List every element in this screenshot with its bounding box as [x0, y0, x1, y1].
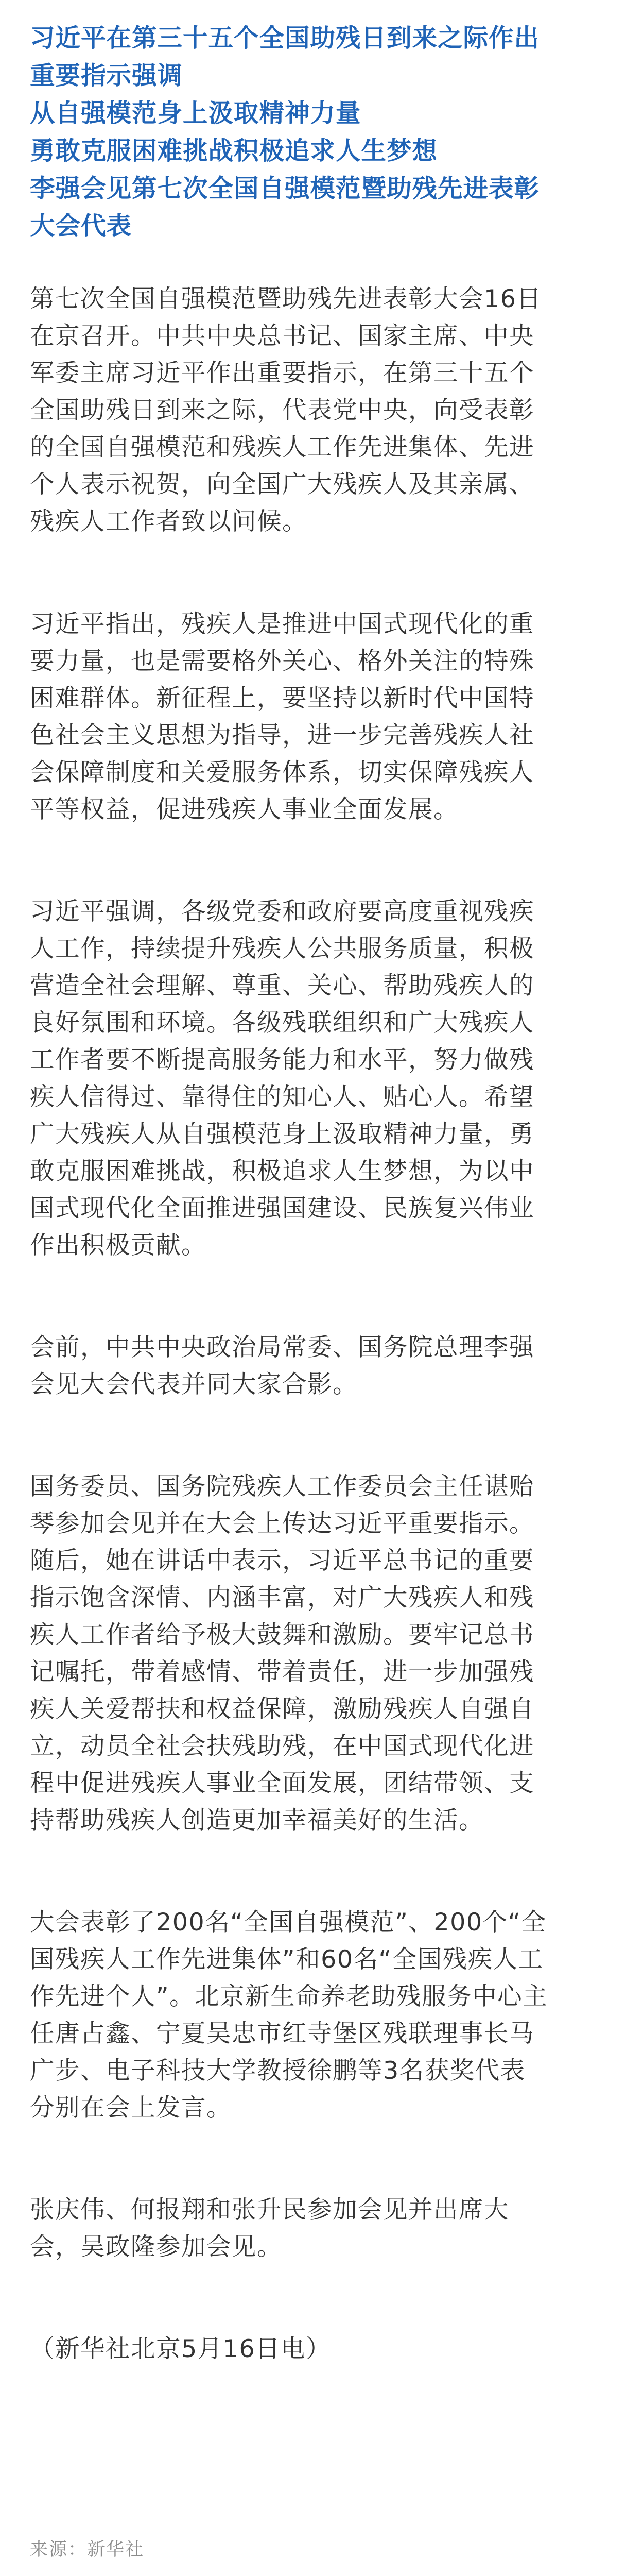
- headline-line: 习近平在第三十五个全国助残日到来之际作出: [30, 24, 540, 53]
- headline-line: 从自强模范身上汲取精神力量: [30, 99, 361, 128]
- text-line: 大会表彰了200名“全国自强模范”、200个“全: [30, 1908, 547, 1937]
- text-line: 会见大会代表并同大家合影。: [30, 1370, 358, 1399]
- text-line: 良好氛围和环境。各级残联组织和广大残疾人: [30, 1009, 534, 1037]
- text-line: 作先进个人”。北京新生命养老助残服务中心主: [30, 1982, 548, 2011]
- text-line: 程中促进残疾人事业全面发展，团结带领、支: [30, 1769, 534, 1798]
- paragraph-attendees: [30, 2192, 609, 2266]
- text-line: 工作者要不断提高服务能力和水平，努力做残: [30, 1046, 534, 1074]
- paragraph-awards: [30, 1904, 609, 2127]
- text-line: 会，吴政隆参加会见。: [30, 2233, 282, 2261]
- text-line: 琴参加会见并在大会上传达习近平重要指示。: [30, 1510, 534, 1538]
- text-line: 会保障制度和关爱服务体系，切实保障残疾人: [30, 758, 534, 787]
- text-line: 人工作，持续提升残疾人公共服务质量，积极: [30, 935, 534, 963]
- text-line: 平等权益，促进残疾人事业全面发展。: [30, 795, 459, 824]
- headline-block: [30, 20, 601, 245]
- text-line: 立，动员全社会扶残助残，在中国式现代化进: [30, 1732, 534, 1760]
- text-line: 指示饱含深情、内涵丰富，对广大残疾人和残: [30, 1584, 534, 1612]
- paragraph-li-qiang: [30, 1329, 609, 1403]
- paragraph-shen-yiqin: [30, 1468, 609, 1839]
- text-line: 习近平指出，残疾人是推进中国式现代化的重: [30, 610, 534, 638]
- headline-line: 勇敢克服困难挑战积极追求人生梦想: [30, 137, 438, 165]
- headline-line: 大会代表: [30, 212, 132, 241]
- text-line: 色社会主义思想为指导，进一步完善残疾人社: [30, 721, 534, 750]
- headline-line: 重要指示强调: [30, 61, 183, 90]
- text-line: 记嘱托，带着感情、带着责任，进一步加强残: [30, 1658, 534, 1686]
- text-line: 广步、电子科技大学教授徐鹏等3名获奖代表: [30, 2057, 526, 2085]
- headline-line: 李强会见第七次全国自强模范暨助残先进表彰: [30, 174, 540, 203]
- dateline: （新华社北京5月16日电）: [30, 2335, 332, 2363]
- text-line: 持帮助残疾人创造更加幸福美好的生活。: [30, 1806, 484, 1835]
- text-line: 疾人信得过、靠得住的知心人、贴心人。希望: [30, 1083, 534, 1111]
- text-line: 疾人工作者给予极大鼓舞和激励。要牢记总书: [30, 1621, 534, 1649]
- paragraph-dateline: [30, 2331, 609, 2368]
- text-line: 习近平强调，各级党委和政府要高度重视残疾: [30, 897, 534, 926]
- text-line: 个人表示祝贺，向全国广大残疾人及其亲属、: [30, 470, 534, 499]
- text-line: 要力量，也是需要格外关心、格外关注的特殊: [30, 647, 534, 675]
- text-line: 的全国自强模范和残疾人工作先进集体、先进: [30, 433, 534, 462]
- text-line: 国式现代化全面推进强国建设、民族复兴伟业: [30, 1194, 534, 1223]
- text-line: 困难群体。新征程上，要坚持以新时代中国特: [30, 684, 534, 713]
- text-line: 营造全社会理解、尊重、关心、帮助残疾人的: [30, 972, 534, 1000]
- text-line: 敢克服困难挑战，积极追求人生梦想，为以中: [30, 1157, 534, 1185]
- text-line: 广大残疾人从自强模范身上汲取精神力量，勇: [30, 1120, 534, 1148]
- text-line: 在京召开。中共中央总书记、国家主席、中央: [30, 322, 534, 350]
- text-line: 随后，她在讲话中表示，习近平总书记的重要: [30, 1547, 534, 1575]
- text-line: 军委主席习近平作出重要指示，在第三十五个: [30, 359, 534, 387]
- text-line: 国残疾人工作先进集体”和60名“全国残疾人工: [30, 1945, 544, 1974]
- text-line: 张庆伟、何报翔和张升民参加会见并出席大: [30, 2196, 509, 2224]
- text-line: 作出积极贡献。: [30, 1231, 206, 1260]
- paragraph-xi-points-out: [30, 606, 609, 828]
- text-line: 会前，中共中央政治局常委、国务院总理李强: [30, 1333, 534, 1362]
- text-line: 残疾人工作者致以问候。: [30, 507, 307, 536]
- text-line: 分别在会上发言。: [30, 2094, 232, 2122]
- text-line: 第七次全国自强模范暨助残先进表彰大会16日: [30, 285, 542, 313]
- paragraph-intro: [30, 281, 609, 540]
- source-label: 来源：新华社: [30, 2539, 145, 2560]
- text-line: 国务委员、国务院残疾人工作委员会主任谌贻: [30, 1472, 534, 1501]
- text-line: 全国助残日到来之际，代表党中央，向受表彰: [30, 396, 534, 425]
- text-line: 任唐占鑫、宁夏吴忠市红寺堡区残联理事长马: [30, 2020, 534, 2048]
- text-line: 疾人关爱帮扶和权益保障，激励残疾人自强自: [30, 1695, 534, 1723]
- paragraph-xi-stresses: [30, 893, 609, 1264]
